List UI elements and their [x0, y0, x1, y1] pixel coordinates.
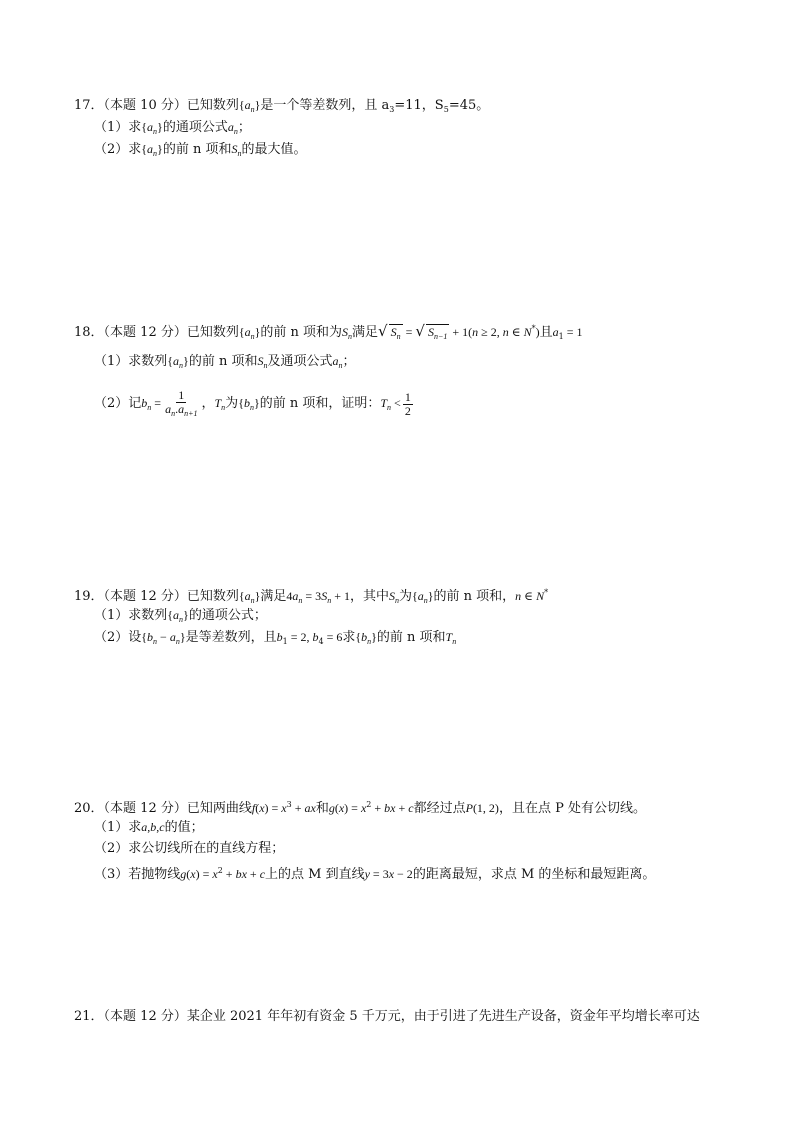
fraction-one-half: $\frac{1}{2}$ [404, 390, 411, 418]
problem-20-part-1: （1）求a,b,c的值； [94, 820, 204, 835]
problem-21-stem: 21．（本题 12 分）某企业 2021 年年初有资金 5 千万元，由于引进了先进生产设备，资金年平均增长率可达 [74, 1009, 700, 1024]
problem-17-part-1: （1）求$\{a_n\}$的通项公式$a_n$； [94, 120, 251, 136]
problem-18-part-2: （2）记$b_n$ = $\frac{1}{a_n.a_{n+1}}$ ，$T_n$为$\{b_n\}$的前 n 项和，证明：$T_n$ < $\frac{1}{2}$ [94, 387, 411, 418]
problem-20-stem: 20．（本题 12 分）已知两曲线$f(x) = x^3$ + ax和$g(x) = x^2$ + bx + c都经过点P(1, 2)，且在点 P 处有公切线。 [74, 800, 646, 816]
fraction-bn: $\frac{1}{a_n.a_{n+1}}$ [165, 387, 198, 418]
problem-17-stem: 17．（本题 10 分）已知数列$\{a_n\}$是一个等差数列，且 $a_3=11$，$S_5=45$。 [74, 98, 490, 114]
problem-18-stem: 18．（本题 12 分）已知数列$\{a_n\}$的前 n 项和为$S_n$满足√ $S_n$ = √ $S_{n-1} + 1(n \ge 2$, n ∈ N*)且$a_1 = 1$ [74, 322, 583, 341]
problem-19-stem: 19．（本题 12 分）已知数列$\{a_n\}$满足$4a_n = 3S_n + 1$，其中$S_n$为$\{a_n\}$的前 n 项和，n ∈ N* [74, 588, 549, 605]
problem-17-part-2: （2）求$\{a_n\}$的前 n 项和$S_n$的最大值。 [94, 142, 307, 158]
problem-19-part-2: （2）设$\{b_n - a_n\}$是等差数列，且$b_1 = 2$, $b_4 = 6$求$\{b_n\}$的前 n 项和$T_n$ [94, 630, 457, 646]
problem-20-part-3: （3）若抛物线$g(x) = x^2$ + bx + c上的点 M 到直线y = 3x − 2的距离最短，求点 M 的坐标和最短距离。 [94, 866, 656, 882]
problem-18-part-1: （1）求数列$\{a_n\}$的前 n 项和$S_n$及通项公式$a_n$； [94, 354, 356, 370]
problem-20-part-2: （2）求公切线所在的直线方程； [94, 841, 285, 856]
problem-19-part-1: （1）求数列$\{a_n\}$的通项公式； [94, 608, 267, 624]
